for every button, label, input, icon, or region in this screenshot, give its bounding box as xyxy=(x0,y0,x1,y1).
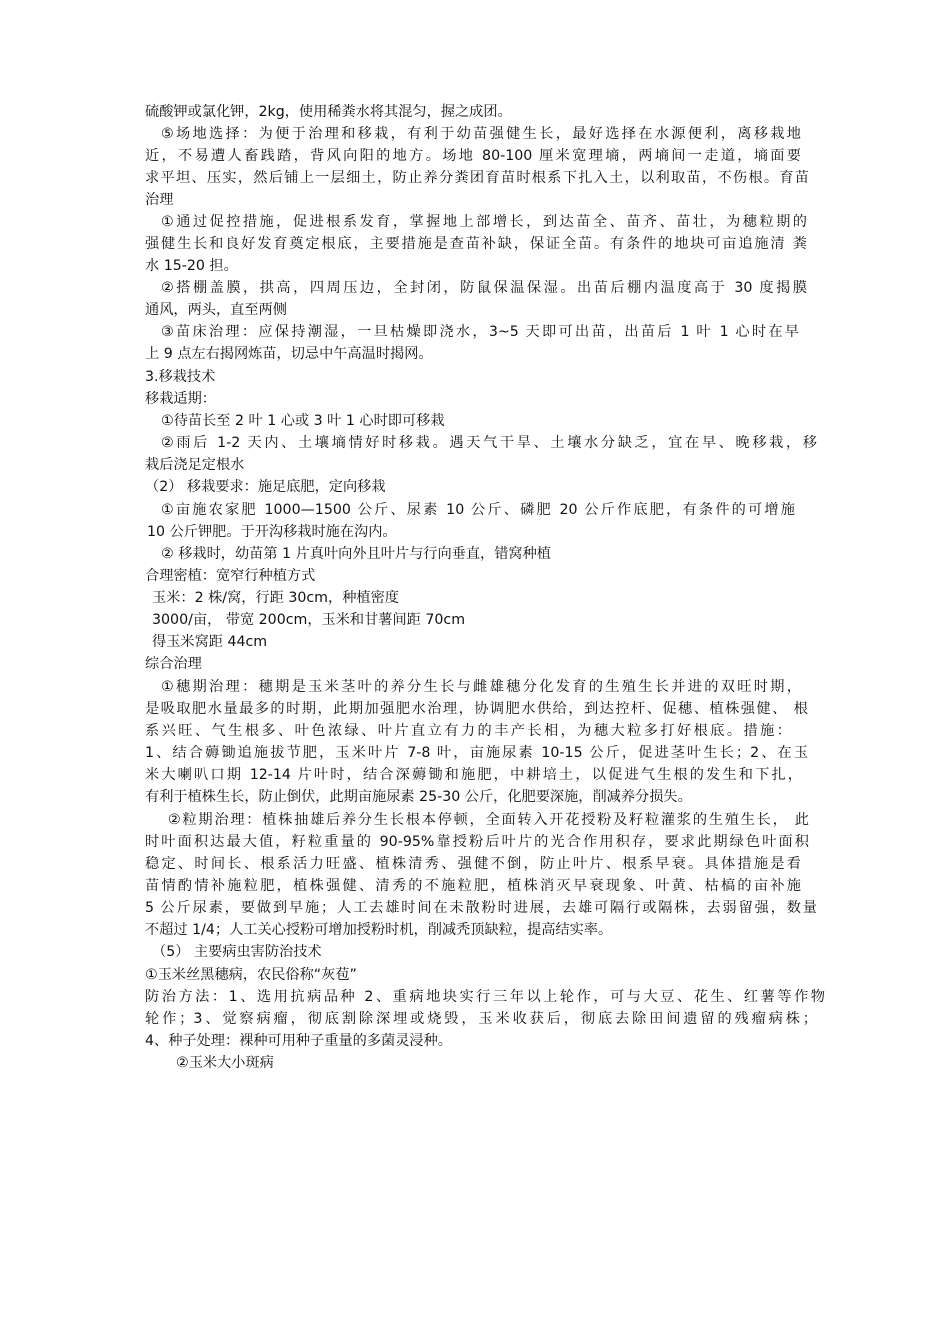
text-line: 1、结合薅锄追施拔节肥，玉米叶片 7-8 叶，亩施尿素 10-15 公斤，促进茎叶生长；2、在玉 xyxy=(145,745,808,761)
text-line: 是吸取肥水量最多的时期，此期加强肥水治理，协调肥水供给，到达控杆、促穗、植株强健、 根 xyxy=(145,701,808,717)
text-line: 稳定、时间长、根系活力旺盛、植株清秀、强健不倒，防止叶片、根系早衰。具体措施是看 xyxy=(145,856,801,872)
text-line: 近，不易遭人畜践踏，背风向阳的地方。场地 80-100 厘米宽理墒，两墒间一走道，墒面要 xyxy=(145,148,801,164)
text-line: ②粒期治理：植株抽雄后养分生长根本停顿，全面转入开花授粉及籽粒灌浆的生殖生长， 此 xyxy=(168,812,809,828)
text-line: 防治方法：1、选用抗病品种 2、重病地块实行三年以上轮作，可与大豆、花生、红薯等作物 xyxy=(145,989,825,1005)
text-line: 栽后浇足定根水 xyxy=(145,457,245,473)
text-line: 合理密植：宽窄行种植方式 xyxy=(145,568,316,584)
text-line: 通风，两头，直至两侧 xyxy=(145,302,287,318)
text-line: 系兴旺、气生根多、叶色浓绿、叶片直立有力的丰产长相，为穗大粒多打好根底。措施： xyxy=(145,723,791,739)
text-line: 求平坦、压实，然后铺上一层细土，防止养分粪团育苗时根系下扎入土，以利取苗，不伤根。育苗 xyxy=(145,170,809,186)
text-line: ③苗床治理：应保持潮湿，一旦枯燥即浇水，3~5 天即可出苗，出苗后 1 叶 1 心时在早 xyxy=(161,324,799,340)
text-line: 移栽适期： xyxy=(145,391,216,407)
text-line: 得玉米窝距 44cm xyxy=(152,634,268,650)
text-line: ⑤场地选择：为便于治理和移栽，有利于幼苗强健生长，最好选择在水源便利，离移栽地 xyxy=(161,126,801,142)
text-line: 玉米：2 株/窝，行距 30cm，种植密度 xyxy=(152,590,399,606)
text-line: ② 移栽时，幼苗第 1 片真叶向外且叶片与行向垂直，错窝种植 xyxy=(161,546,551,562)
text-line: ①穗期治理：穗期是玉米茎叶的养分生长与雌雄穗分化发育的生殖生长并进的双旺时期， xyxy=(161,679,801,695)
text-line: 硫酸钾或氯化钾，2kg，使用稀粪水将其混匀，握之成团。 xyxy=(145,104,512,120)
text-line: ①通过促控措施，促进根系发育，掌握地上部增长，到达苗全、苗齐、苗壮，为穗粒期的 xyxy=(161,214,807,230)
text-line: 轮作；3、觉察病瘤，彻底割除深埋或烧毁，玉米收获后，彻底去除田间遗留的残瘤病株； xyxy=(145,1011,817,1027)
section-heading: 3.移栽技术 xyxy=(145,369,216,385)
section-heading: （5） 主要病虫害防治技术 xyxy=(152,944,322,960)
text-line: 强健生长和良好发育奠定根底，主要措施是查苗补缺，保证全苗。有条件的地块可亩追施清 粪 xyxy=(145,236,807,252)
text-line: 时叶面积达最大值，籽粒重量的 90-95%靠授粉后叶片的光合作用积存，要求此期绿色叶面积 xyxy=(145,834,809,850)
text-line: ②雨后 1-2 天内、土壤墒情好时移栽。遇天气干旱、土壤水分缺乏，宜在早、晚移栽，移 xyxy=(161,435,817,451)
text-line: 综合治理 xyxy=(145,656,202,672)
text-line: 5 公斤尿素，要做到早施；人工去雄时间在未散粉时进展，去雄可隔行或隔株，去弱留强，数量 xyxy=(145,900,817,916)
text-line: 水 15-20 担。 xyxy=(145,258,238,274)
text-line: （2） 移栽要求：施足底肥，定向移栽 xyxy=(145,479,386,495)
text-line: 3000/亩， 带宽 200cm，玉米和甘薯间距 70cm xyxy=(152,612,466,628)
text-line: 4、种子处理：裸种可用种子重量的多菌灵浸种。 xyxy=(145,1033,452,1049)
text-line: ②玉米大小斑病 xyxy=(176,1055,274,1071)
text-line: ①玉米丝黑穗病，农民俗称“灰苞” xyxy=(145,967,357,983)
text-line: 治理 xyxy=(145,192,174,208)
text-line: 不超过 1/4；人工关心授粉可增加授粉时机，削减秃顶缺粒，提高结实率。 xyxy=(145,922,613,938)
text-line: 上 9 点左右揭网炼苗，切忌中午高温时揭网。 xyxy=(145,346,433,362)
text-line: 米大喇叭口期 12-14 片叶时，结合深薅锄和施肥，中耕培土，以促进气生根的发生和下扎， xyxy=(145,767,802,783)
text-line: ①待苗长至 2 叶 1 心或 3 叶 1 心时即可移栽 xyxy=(161,413,445,429)
text-line: ②搭棚盖膜，拱高，四周压边，全封闭，防鼠保温保湿。出苗后棚内温度高于 30 度揭膜 xyxy=(161,280,807,296)
text-line: 有利于植株生长，防止倒伏，此期亩施尿素 25-30 公斤，化肥要深施，削减养分损失。 xyxy=(145,789,692,805)
text-line: 10 公斤钾肥。于开沟移栽时施在沟内。 xyxy=(147,524,397,540)
text-line: ①亩施农家肥 1000—1500 公斤、尿素 10 公斤、磷肥 20 公斤作底肥，有条件的可增施 xyxy=(161,502,795,518)
text-line: 苗情酌情补施粒肥，植株强健、清秀的不施粒肥，植株消灭早衰现象、叶黄、枯槁的亩补施 xyxy=(145,878,801,894)
